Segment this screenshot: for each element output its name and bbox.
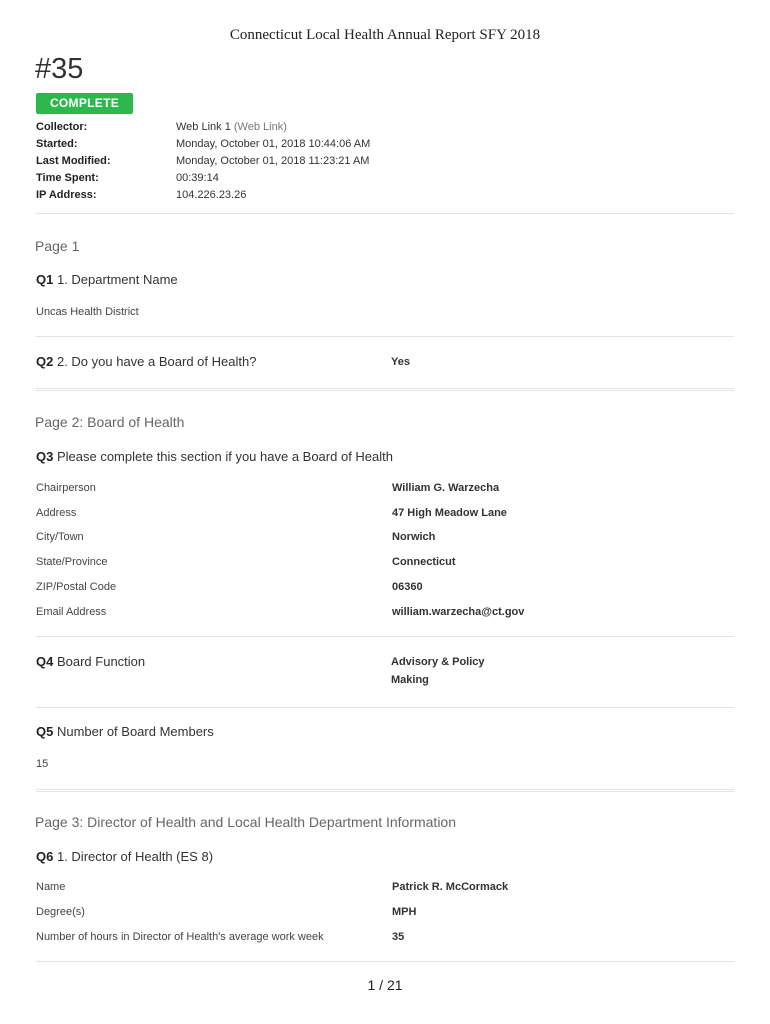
field-value: william.warzecha@ct.gov (392, 606, 525, 618)
field-label: State/Province (36, 556, 108, 568)
meta-value: 00:39:14 (176, 172, 219, 184)
answer-q2: Yes (391, 356, 410, 368)
status-badge: COMPLETE (36, 93, 133, 114)
meta-label: Time Spent: (36, 172, 99, 184)
question-q1 (36, 272, 178, 287)
field-label: Name (36, 881, 66, 893)
question-number: Q3 (36, 449, 54, 464)
meta-label: IP Address: (36, 189, 97, 201)
divider (36, 707, 734, 708)
response-number: #35 (35, 53, 84, 85)
question-text: Number of Board Members (56, 724, 214, 739)
field-value: Connecticut (392, 556, 456, 568)
answer-q4 (391, 653, 551, 689)
question-text: Please complete this section if you have a Board of Health (56, 449, 393, 464)
field-label: Degree(s) (36, 906, 85, 918)
meta-label: Last Modified: (36, 155, 111, 167)
answer-line: Making (391, 674, 429, 686)
question-number: Q5 (36, 724, 54, 739)
question-number: Q6 (36, 849, 54, 864)
divider (36, 961, 734, 962)
collector-name: Web Link 1 (176, 121, 231, 133)
question-q3 (36, 449, 393, 464)
section-divider (36, 789, 734, 792)
question-number: Q2 (36, 354, 54, 369)
meta-label: Started: (36, 138, 78, 150)
page-indicator: 1 / 21 (367, 977, 403, 993)
page-heading: Page 3: Director of Health and Local Health Department Information (35, 814, 457, 830)
field-value: 35 (392, 931, 405, 943)
field-value: William G. Warzecha (392, 482, 500, 494)
page-heading: Page 1 (35, 238, 80, 254)
question-text: 2. Do you have a Board of Health? (56, 354, 257, 369)
field-value: 06360 (392, 581, 423, 593)
field-label: ZIP/Postal Code (36, 581, 117, 593)
divider (36, 336, 734, 337)
document-title: Connecticut Local Health Annual Report SFY 2018 (229, 27, 541, 43)
question-q6 (36, 849, 213, 864)
field-value: MPH (392, 906, 417, 918)
question-q4 (36, 654, 145, 669)
field-label: Number of hours in Director of Health's average work week (36, 931, 324, 943)
question-text: 1. Director of Health (ES 8) (56, 849, 214, 864)
divider (36, 213, 734, 214)
section-divider (36, 388, 734, 391)
question-text: Board Function (56, 654, 146, 669)
meta-value: 104.226.23.26 (176, 189, 247, 201)
answer-line: Advisory & Policy (391, 656, 485, 668)
meta-value: Monday, October 01, 2018 10:44:06 AM (176, 138, 371, 150)
answer-q5: 15 (36, 758, 49, 770)
collector-type: (Web Link) (233, 121, 287, 133)
meta-label: Collector: (36, 121, 88, 133)
field-value: 47 High Meadow Lane (392, 507, 507, 519)
field-value: Patrick R. McCormack (392, 881, 509, 893)
page-heading: Page 2: Board of Health (35, 414, 185, 430)
question-text: 1. Department Name (56, 272, 178, 287)
meta-value: Monday, October 01, 2018 11:23:21 AM (176, 155, 370, 167)
question-q2 (36, 354, 256, 369)
field-label: City/Town (36, 531, 84, 543)
question-number: Q1 (36, 272, 54, 287)
question-q5 (36, 724, 214, 739)
question-number: Q4 (36, 654, 54, 669)
field-label: Address (36, 507, 77, 519)
divider (36, 636, 734, 637)
meta-value (176, 119, 287, 135)
field-label: Email Address (36, 606, 107, 618)
field-value: Norwich (392, 531, 436, 543)
answer-q1: Uncas Health District (36, 306, 139, 318)
field-label: Chairperson (36, 482, 96, 494)
